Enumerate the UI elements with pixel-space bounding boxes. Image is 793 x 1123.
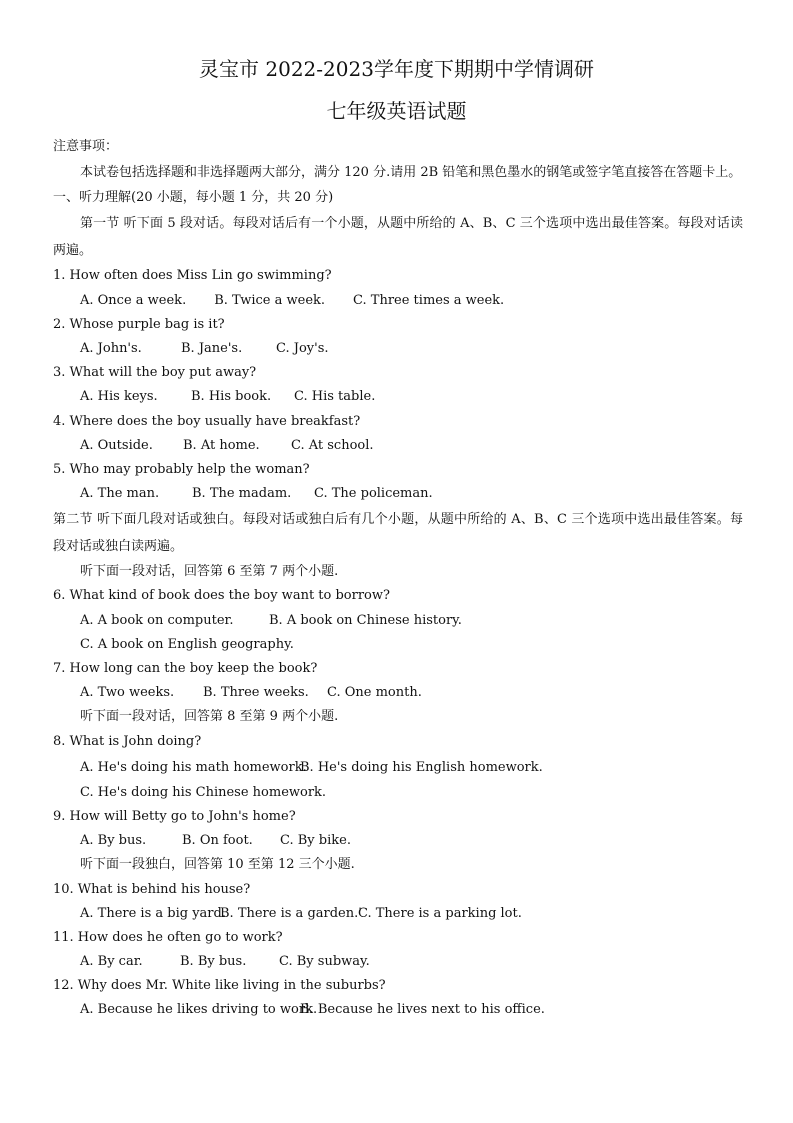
option-b: B. A book on Chinese history. — [269, 612, 462, 628]
question-3-options — [53, 385, 743, 409]
listening-note-6-7: 听下面一段对话，回答第 6 至第 7 两个小题. — [80, 564, 339, 580]
question-1-options — [53, 289, 743, 313]
question-3: 3. What will the boy put away? — [53, 365, 257, 381]
question-2: 2. Whose purple bag is it? — [53, 316, 225, 332]
option-a: A. Once a week. — [80, 292, 187, 308]
question-2-options — [53, 337, 743, 361]
question-4-options — [53, 434, 743, 458]
option-c: C. By subway. — [279, 954, 370, 970]
option-a: A. By bus. — [80, 833, 147, 849]
question-11-options — [53, 950, 743, 974]
option-b: B. Twice a week. — [214, 292, 326, 308]
option-c: C. One month. — [327, 685, 422, 701]
option-b: B. By bus. — [180, 954, 247, 970]
exam-body — [53, 135, 743, 1023]
listening-note-8-9: 听下面一段对话，回答第 8 至第 9 两个小题. — [80, 709, 339, 725]
question-7: 7. How long can the boy keep the book? — [53, 661, 318, 676]
part1-heading: 一、听力理解(20 小题，每小题 1 分，共 20 分) — [53, 190, 334, 206]
question-9: 9. How will Betty go to John's home? — [53, 808, 296, 824]
question-12: 12. Why does Mr. White like living in the suburbs? — [53, 978, 386, 994]
question-7-options — [53, 681, 743, 705]
option-b: B. He's doing his English homework. — [300, 759, 543, 775]
option-a: A. John's. — [80, 340, 142, 356]
section1-instructions: 第一节 听下面 5 段对话。每段对话后有一个小题，从题中所给的 A、B、C 三个选项中选出最佳答案。每段对话读两遍。 — [53, 216, 743, 259]
question-10: 10. What is behind his house? — [53, 881, 251, 897]
exam-title: 灵宝市 2022-2023学年度下期期中学情调研 — [199, 57, 594, 81]
option-b: B. At home. — [183, 437, 260, 453]
section2-instructions: 第二节 听下面几段对话或独白。每段对话或独白后有几个小题，从题中所给的 A、B、C 三个选项中选出最佳答案。每段对话或独白读两遍。 — [53, 512, 743, 555]
option-b: B. Three weeks. — [203, 685, 309, 701]
listening-note-10-12: 听下面一段独白，回答第 10 至第 12 三个小题. — [80, 857, 355, 873]
question-6-options — [53, 609, 743, 633]
question-5: 5. Who may probably help the woman? — [53, 461, 310, 477]
question-10-options — [53, 902, 743, 926]
question-12-options — [53, 998, 743, 1022]
option-b: B. Jane's. — [181, 340, 243, 356]
question-1: 1. How often does Miss Lin go swimming? — [53, 268, 332, 284]
option-a: A. He's doing his math homework. — [80, 759, 307, 775]
question-8: 8. What is John doing? — [53, 733, 202, 749]
question-6-option-c: C. A book on English geography. — [80, 636, 294, 652]
question-9-options — [53, 829, 743, 853]
option-b: B. On foot. — [182, 833, 253, 849]
option-c: C. At school. — [291, 437, 374, 453]
question-8-option-c: C. He's doing his Chinese homework. — [80, 784, 327, 800]
option-c: C. There is a parking lot. — [358, 905, 522, 921]
option-c: C. Joy's. — [276, 340, 329, 356]
question-6: 6. What kind of book does the boy want to borrow? — [53, 588, 390, 604]
option-a: A. By car. — [80, 954, 143, 970]
option-b: B. Because he lives next to his office. — [300, 1002, 545, 1018]
question-8-options — [53, 754, 743, 781]
option-a: A. A book on computer. — [80, 612, 234, 628]
option-a: A. Because he likes driving to work. — [80, 1002, 318, 1018]
notice-text: 本试卷包括选择题和非选择题两大部分，满分 120 分.请用 2B 铅笔和黑色墨水的钢笔或签字笔直接答在答题卡上。 — [80, 165, 742, 181]
option-b: B. The madam. — [192, 486, 292, 502]
option-a: A. There is a big yard. — [80, 905, 226, 921]
option-a: A. The man. — [80, 486, 160, 502]
option-a: A. His keys. — [80, 389, 158, 405]
option-a: A. Outside. — [80, 437, 153, 453]
option-b: B. There is a garden.' — [220, 905, 362, 921]
option-c: C. By bike. — [280, 833, 351, 849]
question-11: 11. How does he often go to work? — [53, 929, 283, 945]
option-c: C. The policeman. — [314, 486, 433, 502]
option-b: B. His book. — [191, 389, 272, 405]
question-4: 4. Where does the boy usually have breakfast? — [53, 413, 361, 429]
exam-subtitle: 七年级英语试题 — [326, 99, 467, 123]
notice-heading: 注意事项： — [53, 139, 119, 154]
option-a: A. Two weeks. — [80, 685, 175, 701]
question-5-options — [53, 482, 743, 506]
option-c: C. Three times a week. — [353, 292, 505, 308]
option-c: C. His table. — [294, 389, 376, 405]
